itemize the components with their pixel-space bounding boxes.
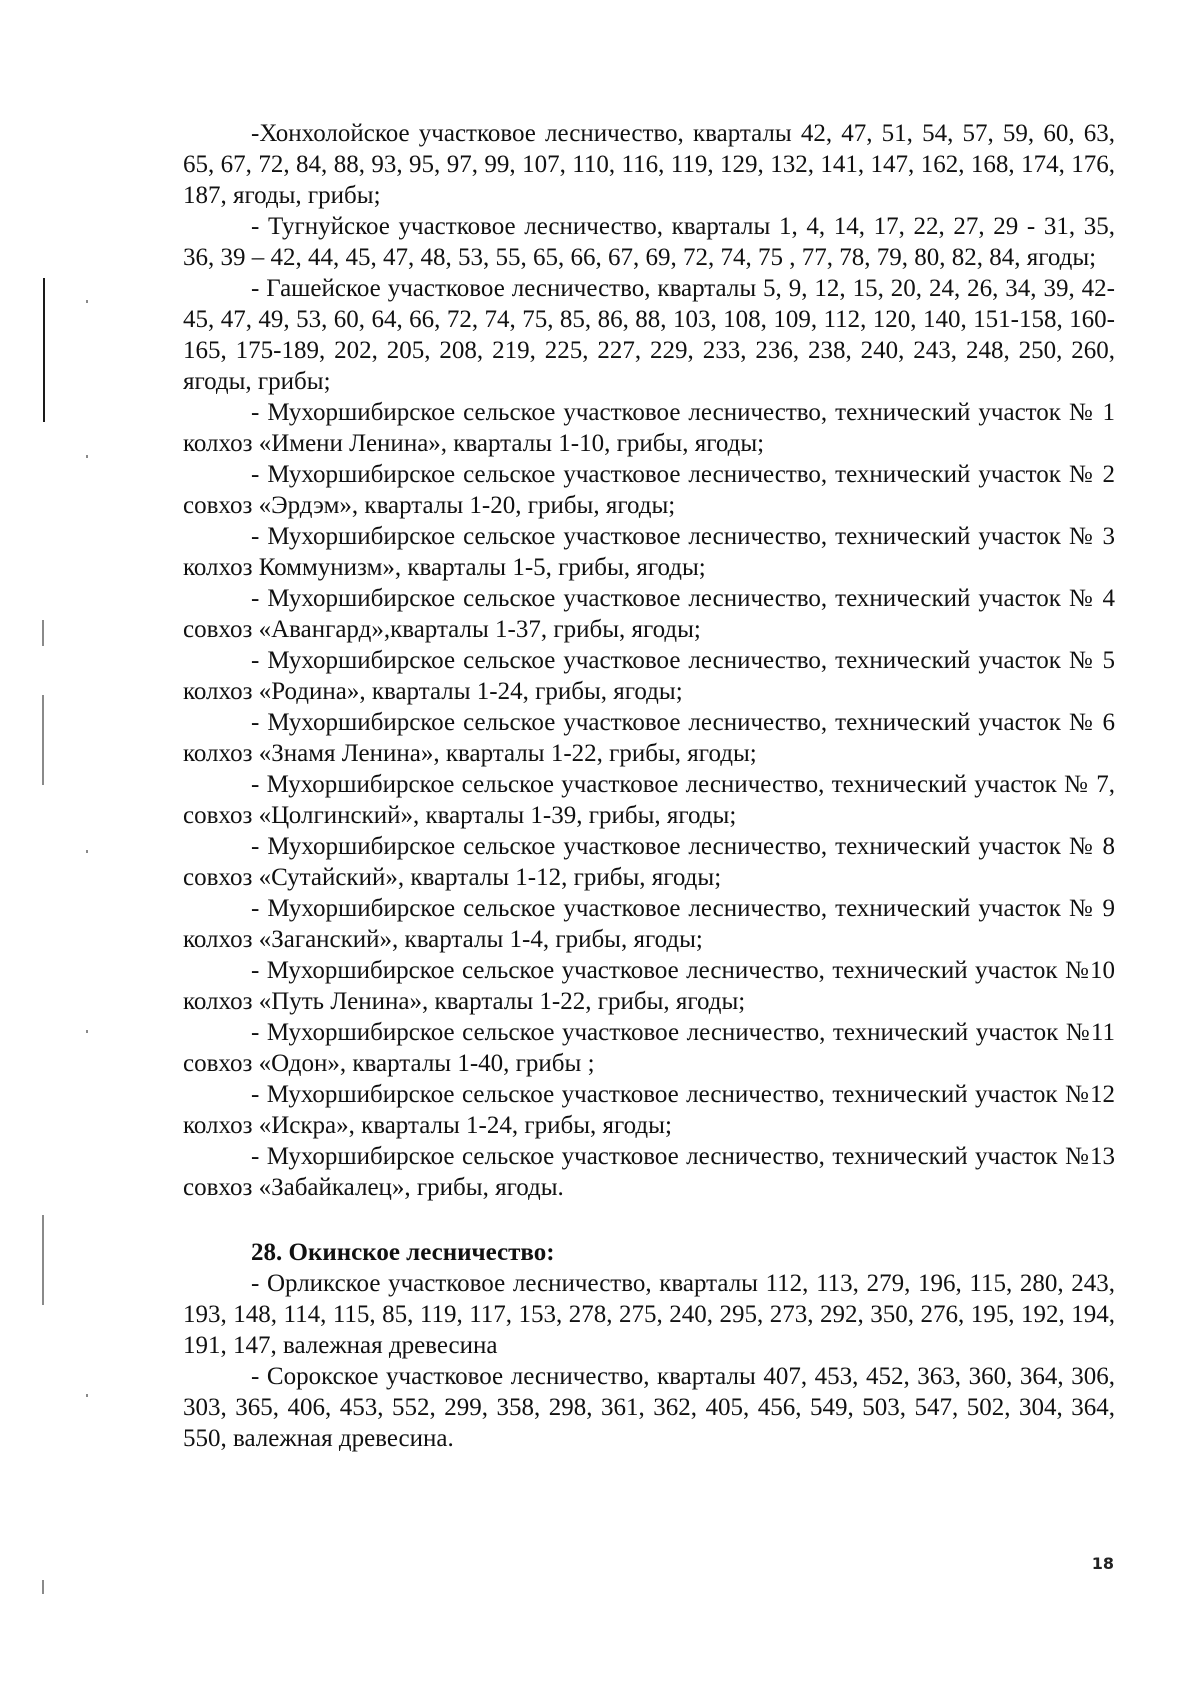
paragraph-tugnuy: - Тугнуйское участковое лесничество, кварталы 1, 4, 14, 17, 22, 27, 29 - 31, 35, 36, 39 – 42, 44, 45, 47, 48, 53, 55, 65, 66, 67, 69, 72, 74, 75 , 77, 78, 79, 80, 82, 84, ягоды; xyxy=(183,213,1115,271)
scan-margin-mark xyxy=(42,695,44,785)
scan-margin-mark xyxy=(86,850,88,853)
scan-margin-mark xyxy=(42,1580,44,1594)
paragraph-section-13: - Мухоршибирское сельское участковое лесничество, технический участок №13 совхоз «Забайкалец», грибы, ягоды. xyxy=(183,1143,1115,1201)
paragraph-section-5: - Мухоршибирское сельское участковое лесничество, технический участок № 5 колхоз «Родина», кварталы 1-24, грибы, ягоды; xyxy=(183,647,1115,705)
scan-margin-mark xyxy=(86,455,88,458)
paragraph-orlik: - Орликское участковое лесничество, кварталы 112, 113, 279, 196, 115, 280, 243, 193, 148, 114, 115, 85, 119, 117, 153, 278, 275, 240, 295, 273, 292, 350, 276, 195, 192, 194, 191, 147, валежная древесина xyxy=(183,1270,1115,1359)
section-gap xyxy=(183,1203,1115,1237)
paragraph-section-3: - Мухоршибирское сельское участковое лесничество, технический участок № 3 колхоз Коммунизм», кварталы 1-5, грибы, ягоды; xyxy=(183,523,1115,581)
paragraph-section-10: - Мухоршибирское сельское участковое лесничество, технический участок №10 колхоз «Путь Ленина», кварталы 1-22, грибы, ягоды; xyxy=(183,957,1115,1015)
paragraph-sorok: - Сорокское участковое лесничество, кварталы 407, 453, 452, 363, 360, 364, 306, 303, 365, 406, 453, 552, 299, 358, 298, 361, 362, 405, 456, 549, 503, 547, 502, 304, 364, 550, валежная древесина. xyxy=(183,1363,1115,1452)
paragraph-section-6: - Мухоршибирское сельское участковое лесничество, технический участок № 6 колхоз «Знамя Ленина», кварталы 1-22, грибы, ягоды; xyxy=(183,709,1115,767)
paragraph-section-4: - Мухоршибирское сельское участковое лесничество, технический участок № 4 совхоз «Авангард»,кварталы 1-37, грибы, ягоды; xyxy=(183,585,1115,643)
scan-margin-mark xyxy=(86,300,88,303)
paragraph-section-8: - Мухоршибирское сельское участковое лесничество, технический участок № 8 совхоз «Сутайский», кварталы 1-12, грибы, ягоды; xyxy=(183,833,1115,891)
paragraph-gashey: - Гашейское участковое лесничество, кварталы 5, 9, 12, 15, 20, 24, 26, 34, 39, 42-45, 47, 49, 53, 60, 64, 66, 72, 74, 75, 85, 86, 88, 103, 108, 109, 112, 120, 140, 151-158, 160-165, 175-189, 202, 205, 208, 219, 225, 227, 229, 233, 236, 238, 240, 243, 248, 250, 260, ягоды, грибы; xyxy=(183,275,1115,395)
scan-margin-line xyxy=(43,278,45,422)
document-body xyxy=(183,118,1115,1454)
scan-margin-mark xyxy=(42,1215,44,1305)
paragraph-section-12: - Мухоршибирское сельское участковое лесничество, технический участок №12 колхоз «Искра», кварталы 1-24, грибы, ягоды; xyxy=(183,1081,1115,1139)
section-heading: 28. Окинское лесничество: xyxy=(251,1239,555,1266)
scan-margin-mark xyxy=(86,1030,88,1033)
paragraph-section-1: - Мухоршибирское сельское участковое лесничество, технический участок № 1 колхоз «Имени Ленина», кварталы 1-10, грибы, ягоды; xyxy=(183,399,1115,457)
paragraph-khonkholoy: -Хонхолойское участковое лесничество, кварталы 42, 47, 51, 54, 57, 59, 60, 63, 65, 67, 72, 84, 88, 93, 95, 97, 99, 107, 110, 116, 119, 129, 132, 141, 147, 162, 168, 174, 176, 187, ягоды, грибы; xyxy=(183,120,1115,209)
page-number: 18 xyxy=(1091,1554,1114,1573)
paragraph-section-9: - Мухоршибирское сельское участковое лесничество, технический участок № 9 колхоз «Заганский», кварталы 1-4, грибы, ягоды; xyxy=(183,895,1115,953)
scan-margin-mark xyxy=(42,620,44,646)
scan-margin-mark xyxy=(86,1394,88,1397)
paragraph-section-11: - Мухоршибирское сельское участковое лесничество, технический участок №11 совхоз «Одон», кварталы 1-40, грибы ; xyxy=(183,1019,1115,1077)
paragraph-section-7: - Мухоршибирское сельское участковое лесничество, технический участок № 7, совхоз «Цолгинский», кварталы 1-39, грибы, ягоды; xyxy=(183,771,1115,829)
paragraph-section-2: - Мухоршибирское сельское участковое лесничество, технический участок № 2 совхоз «Эрдэм», кварталы 1-20, грибы, ягоды; xyxy=(183,461,1115,519)
